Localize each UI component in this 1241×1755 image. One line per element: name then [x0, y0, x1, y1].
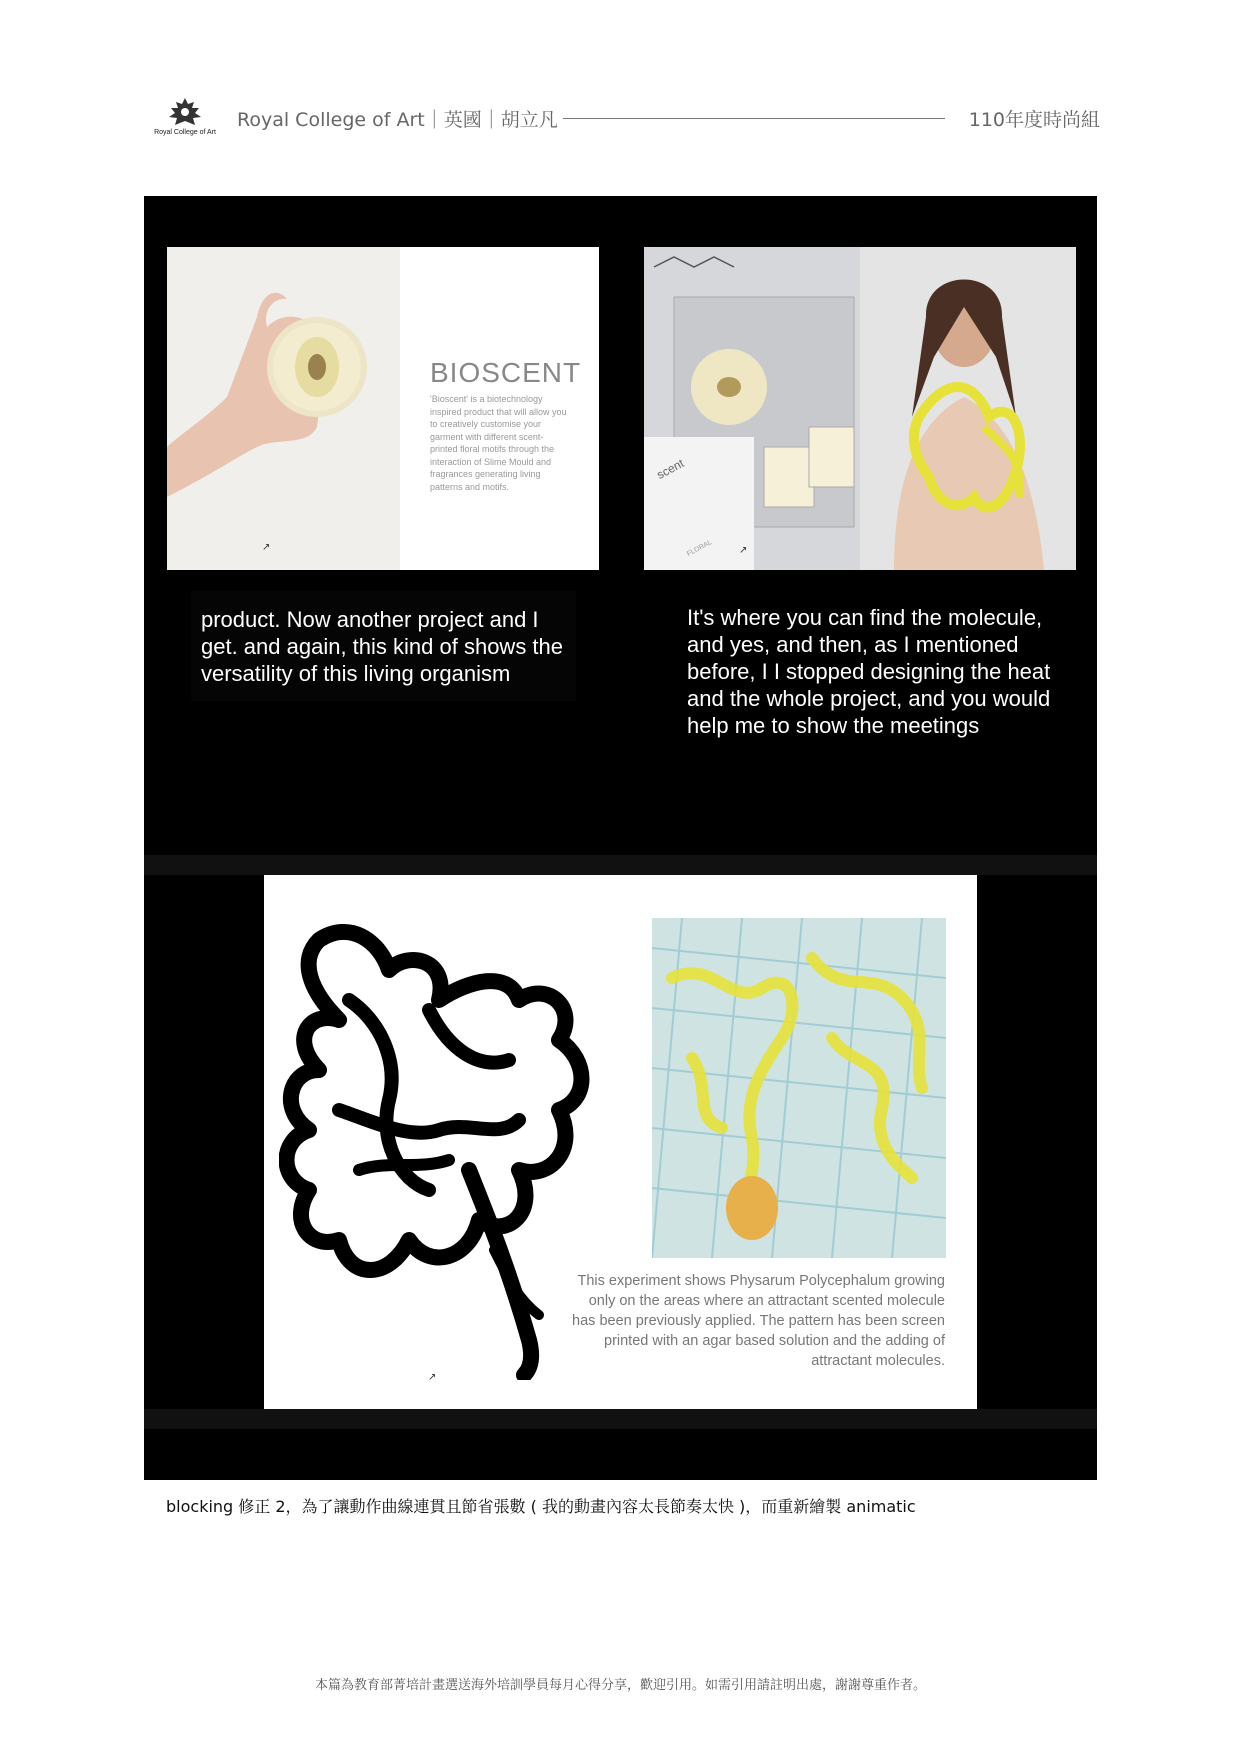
slide-experiment	[264, 875, 977, 1409]
page-note: blocking 修正 2，為了讓動作曲線連貫且節省張數 ( 我的動畫內容太長節奏太快 )，而重新繪製 animatic	[166, 1497, 916, 1516]
header-divider	[563, 118, 945, 119]
experiment-caption: This experiment shows Physarum Polycephalum growing only on the areas where an attractant scented molecule has been previously applied. The pattern has been screen printed with an agar based solution and the adding of attractant molecules.	[572, 1273, 945, 1369]
packaging-model-photo	[644, 247, 1076, 570]
hand-petri-photo	[167, 247, 400, 570]
box-sublabel: FLORAL	[685, 539, 714, 558]
header-category: 110年度時尚組	[968, 109, 1100, 131]
page-footer: 本篇為教育部菁培計畫選送海外培訓學員每月心得分享，歡迎引用。如需引用請註明出處，謝謝尊重作者。	[314, 1678, 926, 1693]
separator-band	[144, 1409, 1097, 1429]
slide-bioscent	[167, 247, 599, 570]
slides-frame	[144, 196, 1097, 1480]
crest-icon	[163, 96, 207, 128]
rca-logo	[150, 96, 220, 144]
experiment-photo	[652, 918, 946, 1258]
cursor-icon: ↗	[262, 542, 271, 553]
slide-body: 'Bioscent' is a biotechnology inspired product that will allow you to creatively customise your garment with different scent-printed floral motifs through the interaction of Slime Mould and fragrances generating living patterns and motifs.	[430, 394, 567, 492]
separator-band	[144, 855, 1097, 875]
caption-right: It's where you can find the molecule, and yes, and then, as I mentioned before, I I stopped designing the heat and the whole project, and you would help me to show the meetings	[687, 605, 1051, 738]
box-label: scent	[654, 456, 687, 482]
caption-left: product. Now another project and I get. and again, this kind of shows the versatility of this living organism	[201, 607, 564, 686]
slide-packaging-model	[644, 247, 1076, 570]
flower-drawing	[279, 920, 609, 1380]
cursor-icon: ↗	[739, 545, 748, 556]
cursor-icon: ↗	[428, 1372, 437, 1383]
logo-text: Royal College of Art	[154, 129, 216, 136]
page-header	[150, 96, 1100, 146]
header-title: Royal College of Art｜英國｜胡立凡	[237, 109, 558, 131]
slide-title: BIOSCENT	[430, 357, 582, 388]
